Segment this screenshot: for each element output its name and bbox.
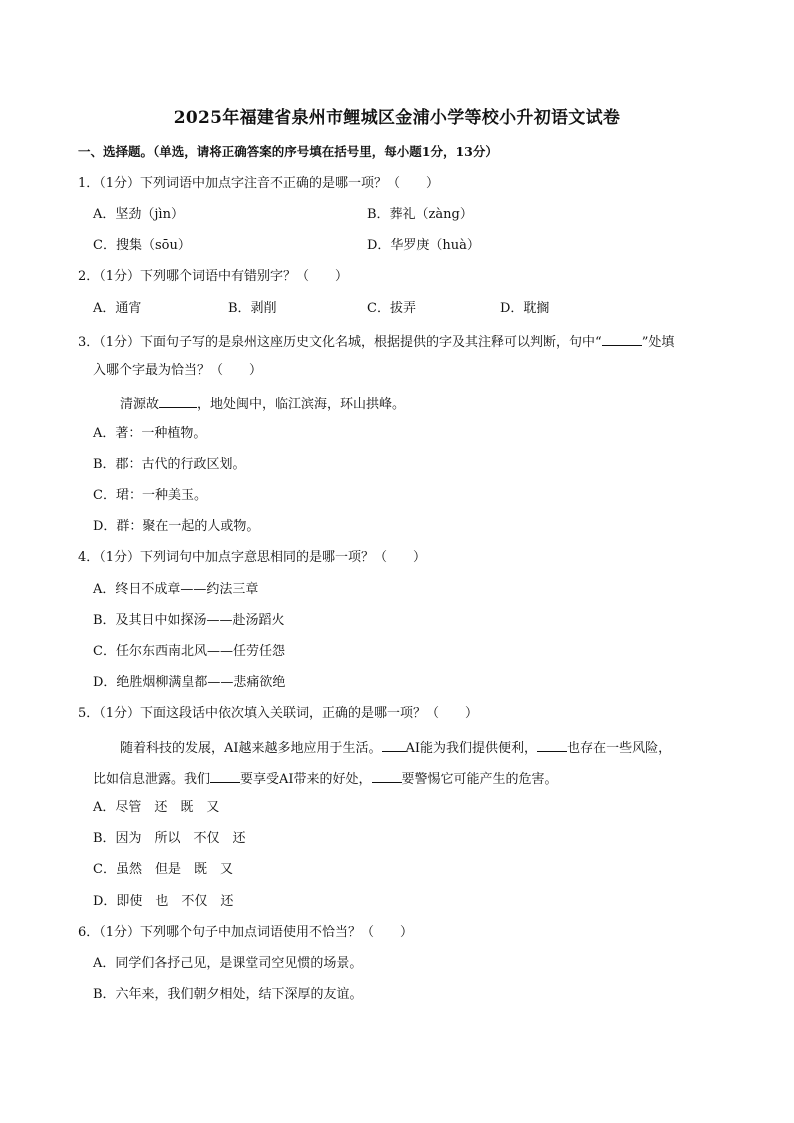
question-5-passage-part-6: 要警惕它可能产生的危害。 bbox=[401, 772, 558, 787]
question-4-option-d: D．绝胜烟柳满皇都——悲痛欲绝 bbox=[93, 675, 286, 690]
question-2-stem: 2．（1分）下列哪个词语中有错别字？（ ） bbox=[78, 269, 349, 284]
question-4-option-a: A．终日不成章——约法三章 bbox=[93, 582, 259, 597]
section-heading: 一、选择题。（单选，请将正确答案的序号填在括号里，每小题1分，13分） bbox=[78, 144, 498, 159]
question-3-stem-part-2: ”处填 bbox=[641, 335, 675, 350]
question-5-passage-part-2: AI能为我们提供便利， bbox=[405, 741, 538, 756]
question-5-passage-line-2 bbox=[93, 768, 558, 789]
question-5-passage-part-3: 也存在一些风险， bbox=[567, 741, 672, 756]
question-5-blank-3 bbox=[210, 768, 240, 783]
question-2-option-b: B．剥削 bbox=[228, 301, 277, 316]
question-6-option-b: B．六年来，我们朝夕相处，结下深厚的友谊。 bbox=[93, 987, 363, 1002]
question-3-sentence-part-2: ，地处闽中，临江滨海，环山拱峰。 bbox=[197, 397, 406, 412]
question-5-passage-line-1 bbox=[120, 737, 671, 758]
question-5-stem: 5．（1分）下面这段话中依次填入关联词，正确的是哪一项？（ ） bbox=[78, 706, 479, 721]
question-1-option-d: D．华罗庚（huà） bbox=[367, 238, 480, 253]
question-5-blank-2 bbox=[537, 737, 567, 752]
question-3-stem bbox=[78, 331, 674, 352]
question-2-option-d: D．耽搁 bbox=[500, 301, 550, 316]
question-3-blank bbox=[602, 331, 642, 346]
question-5-blank-1 bbox=[382, 737, 406, 752]
question-3-option-a: A．著：一种植物。 bbox=[93, 426, 207, 441]
question-1-option-c: C．搜集（sōu） bbox=[93, 238, 191, 253]
question-5-passage-part-4: 比如信息泄露。我们 bbox=[93, 772, 211, 787]
question-3-sentence bbox=[120, 393, 405, 414]
question-5-option-a: A．尽管 还 既 又 bbox=[93, 800, 220, 815]
question-5-option-b: B．因为 所以 不仅 还 bbox=[93, 831, 246, 846]
question-3-sentence-part-1: 清源故 bbox=[120, 397, 160, 412]
question-4-stem: 4．（1分）下列词句中加点字意思相同的是哪一项？（ ） bbox=[78, 550, 427, 565]
question-4-option-c: C．任尔东西南北风——任劳任怨 bbox=[93, 644, 285, 659]
question-3-option-c: C．珺：一种美玉。 bbox=[93, 488, 207, 503]
question-6-option-a: A．同学们各抒己见，是课堂司空见惯的场景。 bbox=[93, 956, 363, 971]
question-3-option-b: B．郡：古代的行政区划。 bbox=[93, 457, 246, 472]
question-3-stem-part-1: 3．（1分）下面句子写的是泉州这座历史文化名城，根据提供的字及其注释可以判断，句中“ bbox=[78, 335, 602, 350]
question-5-passage-part-5: 要享受AI带来的好处， bbox=[240, 772, 372, 787]
question-4-option-b: B．及其日中如探汤——赴汤蹈火 bbox=[93, 613, 285, 628]
question-5-blank-4 bbox=[372, 768, 402, 783]
question-5-option-d: D．即使 也 不仅 还 bbox=[93, 894, 234, 909]
question-1-option-a: A．坚劲（jìn） bbox=[93, 207, 184, 222]
question-3-option-d: D．群：聚在一起的人或物。 bbox=[93, 519, 260, 534]
question-3-stem-continued: 入哪个字最为恰当？（ ） bbox=[93, 363, 263, 378]
question-1-stem: 1．（1分）下列词语中加点字注音不正确的是哪一项？（ ） bbox=[78, 176, 440, 191]
question-1-option-b: B．葬礼（zàng） bbox=[367, 207, 473, 222]
question-5-option-c: C．虽然 但是 既 又 bbox=[93, 862, 233, 877]
question-6-stem: 6．（1分）下列哪个句子中加点词语使用不恰当？（ ） bbox=[78, 925, 414, 940]
question-2-option-c: C．拔弄 bbox=[367, 301, 416, 316]
page-title: 2025年福建省泉州市鲤城区金浦小学等校小升初语文试卷 bbox=[173, 108, 621, 128]
question-5-passage-part-1: 随着科技的发展，AI越来越多地应用于生活。 bbox=[120, 741, 382, 756]
question-2-option-a: A．通宵 bbox=[93, 301, 142, 316]
question-3-sentence-blank bbox=[159, 393, 197, 408]
